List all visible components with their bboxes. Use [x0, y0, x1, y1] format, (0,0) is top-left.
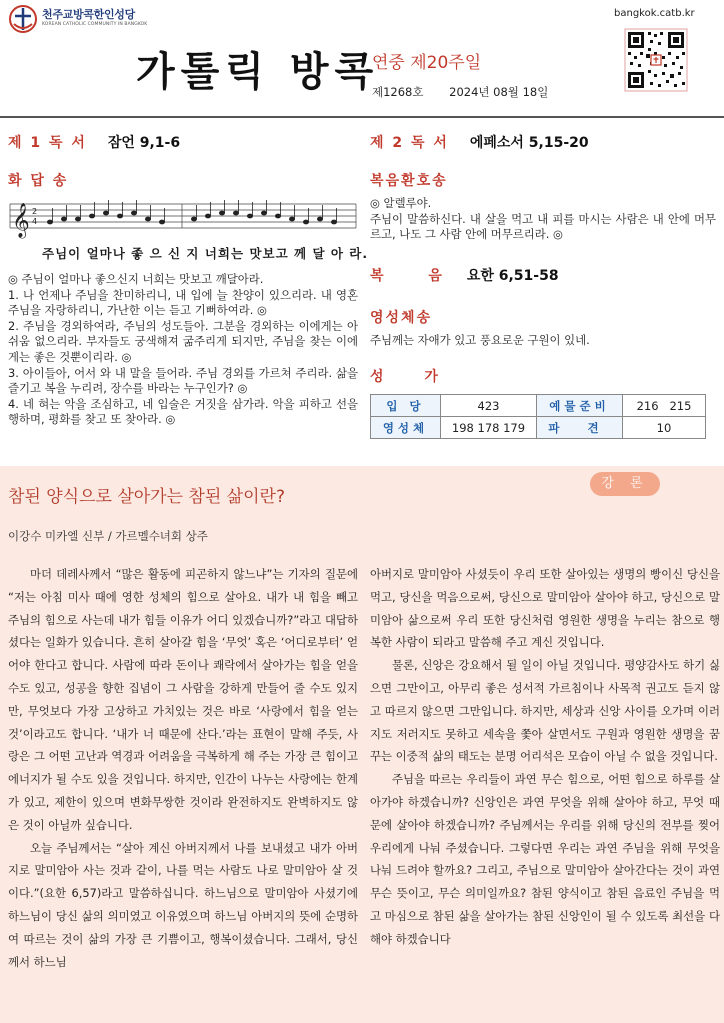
readings-left-column: [8, 128, 369, 428]
gospel-label: 복 음: [370, 267, 462, 284]
homily-paragraph: 물론, 신앙은 강요해서 될 일이 아닐 것입니다. 평양감사도 하기 싫으면 그만이고, 아무리 좋은 성서적 가르침이나 사목적 권고도 듣지 않고 따르지 않으면 그만입니다. 하지만, 세상과 신앙 사이를 오가며 이러지도 저러지도 못하고 세속을 쫓아 살면서도 구원과 영원한 생명을 꿈꾸는 이중적 삶의 태도는 분명 어리석은 모습이 아닐 수 없을 것입니다.: [370, 658, 720, 764]
hymn-heading: [370, 366, 716, 386]
table-row: [371, 417, 706, 439]
psalm-heading: 화 답 송: [8, 173, 69, 189]
issue-date: 2024년 08월 18일: [449, 85, 549, 99]
org-subtitle: KOREAN CATHOLIC COMMUNITY IN BANGKOK: [42, 22, 148, 27]
masthead: [0, 0, 724, 118]
hymn-entrance-label: 입 당: [371, 395, 441, 417]
parish-logo: [8, 4, 147, 34]
homily-paragraph: 주님을 따르는 우리들이 과연 무슨 힘으로, 어떤 힘으로 하루를 살아가야 하겠습니까? 신앙인은 과연 무엇을 위해 살아야 하고, 무엇 때문에 살아야 하겠습니까? 주님께서는 우리를 위해 당신의 전부를 찢어 우리에게 나눠 주셨습니다. 그렇다면 우리는 과연 주님을 위해 무엇을 나눠 드려야 할까요? 그리고, 주님으로 말미암아 살아간다는 것이 과연 무슨 뜻이고, 무슨 의미일까요? 참된 양식이고 참된 음료인 주님을 먹고 마심으로 참된 삶을 살아가는 참된 신앙인이 될 수 있도록 최선을 다해야 하겠습니다: [370, 772, 720, 946]
homily-left-column: [8, 563, 358, 973]
homily-author: 이강수 미카엘 신부 / 가르멜수녀회 상주: [8, 529, 208, 543]
gospel-ref: 요한 6,51-58: [466, 267, 559, 284]
header-divider: [0, 116, 724, 118]
gospel: [370, 265, 716, 289]
psalm-lyric: 주님이 얼마나 좋 으 신 지 너희는 맛보고 께 달 아 라.: [42, 246, 369, 261]
svg-text:2: 2: [32, 207, 38, 216]
first-reading: [8, 132, 358, 156]
communion-text: 주님께는 자애가 있고 풍요로운 구원이 있네.: [370, 332, 590, 347]
org-name: 천주교방콕한인성당: [42, 8, 135, 21]
communion-heading: 영성체송: [370, 309, 433, 326]
music-staff-icon: [8, 196, 358, 242]
issue-number: 제1268호: [372, 85, 424, 99]
alleluia-heading: 복음환호송: [370, 173, 448, 189]
psalm-text: ◎ 주님이 얼마나 좋으신지 너희는 맛보고 깨달아라. 1. 나 언제나 주님을 찬미하리니, 내 입에 늘 찬양이 있으리라. 내 영혼 주님을 자랑하리니, 가난한 이는 듣고 기뻐하여라. ◎ 2. 주님을 경외하여라, 주님의 성도들아. 그분을 경외하는 이에게는 아쉬움 없으리라. 부자들도 궁색해져 굶주리게 되지만, 주님을 찾는 이에게는 좋은 것뿐이리라. ◎ 3. 아이들아, 어서 와 내 말을 들어라. 주님 경외를 가르쳐 주리라. 삶을 즐기고 복을 누리려, 장수를 바라는 누구인가? ◎ 4. 네 혀는 악을 조심하고, 네 입술은 거짓을 삼가라. 악을 피하고 선을 행하며, 평화를 찾고 또 찾아라. ◎: [8, 272, 358, 427]
hymn-label: 성 가: [370, 369, 456, 386]
first-reading-label: 제 1 독 서: [8, 135, 87, 151]
table-row: [371, 395, 706, 417]
hymn-offertory-label: 예물준비: [537, 395, 623, 417]
second-reading-ref: 에페소서 5,15-20: [469, 135, 589, 151]
homily-title: 참된 양식으로 살아가는 참된 삶이란?: [8, 487, 285, 507]
hymn-entrance-value: 423: [441, 395, 537, 417]
homily-paragraph: 아버지로 말미암아 사셨듯이 우리 또한 살아있는 생명의 빵이신 당신을 먹고, 당신을 먹음으로써, 당신으로 말미암아 살아야 하고, 당신으로 말미암아 삶으로써 우리 또한 당신처럼 영원한 생명을 누리는 참으로 행복한 사람이 되라고 말씀해 주고 계신 것입니다.: [370, 567, 720, 650]
bulletin-title: 가톨릭 방콕: [136, 49, 380, 95]
alleluia-text: ◎ 알렐루야. 주님이 말씀하신다. 내 살을 먹고 내 피를 마시는 사람은 내 안에 머무르고, 나도 그 사람 안에 머무르리라. ◎: [370, 196, 716, 242]
second-reading: [370, 132, 716, 156]
qr-code-icon[interactable]: [624, 28, 688, 92]
homily-badge: 강 론: [590, 472, 660, 496]
issue-meta: [372, 84, 570, 100]
homily-section: [0, 466, 724, 1023]
hymn-table: [370, 394, 706, 439]
homily-right-column: [370, 563, 720, 951]
psalm-music-score: [8, 196, 369, 262]
svg-text:4: 4: [32, 217, 38, 226]
homily-paragraph: 오늘 주님께서는 “살아 계신 아버지께서 나를 보내셨고 내가 아버지로 말미암아 사는 것과 같이, 나를 먹는 사람도 나로 말미암아 살 것이다.”(요한 6,57)라고 말씀하십니다. 하느님으로 말미암아 사셨기에 하느님이 당신 삶의 의미였고 이유였으며 하느님 아버지의 뜻에 순명하여 따르는 것이 삶의 가장 큰 기쁨이고, 행복이셨습니다. 그래서, 당신께서 하느님: [8, 840, 358, 969]
homily-paragraph: 마더 데레사께서 “많은 활동에 피곤하지 않느냐”는 기자의 질문에 “저는 아침 미사 때에 영한 성체의 힘으로 살아요. 내가 내 힘을 빼고 주님의 힘으로 사는데 내가 힘들 이유가 어디 있겠습니까?”라고 대답하셨다는 일화가 있습니다. 흔히 살아갈 힘을 ‘무엇’ 혹은 ‘어디로부터’ 얻어야 한다고 합니다. 사람에 따라 돈이나 쾌락에서 살아가는 힘을 얻을 수도 있고, 성공을 향한 집념이 그 사람을 강하게 만들어 줄 수도 있지만, 무엇보다 가장 고상하고 가치있는 것은 바로 ‘사랑에서 힘을 얻는 것’이라고도 합니다. ‘내가 너 때문에 산다.’라는 표현이 말해 주듯, 사랑은 그 어떤 고난과 역경과 어려움을 극복하게 해 주는 가장 큰 힘이고 에너지가 될 수도 있을 것입니다. 하지만, 인간이 나누는 사랑에는 한계가 있고, 제한이 있으며 변화무쌍한 것이라 완전하지도 완벽하지도 않은 것이 아닐까 싶습니다.: [8, 567, 358, 832]
liturgical-week: 연중 제20주일: [372, 53, 482, 73]
hymn-offertory-value: 216 215: [623, 395, 706, 417]
hymn-communion-label: 영성체: [371, 417, 441, 439]
second-reading-label: 제 2 독 서: [370, 135, 449, 151]
readings-right-column: [370, 128, 716, 439]
svg-text:𝄞: 𝄞: [12, 203, 30, 238]
hymn-dismissal-value: 10: [623, 417, 706, 439]
hymn-communion-value: 198 178 179: [441, 417, 537, 439]
first-reading-ref: 잠언 9,1-6: [107, 135, 181, 151]
website-url[interactable]: bangkok.catb.kr: [614, 8, 695, 19]
parish-emblem-icon: [8, 4, 38, 34]
hymn-dismissal-label: 파 견: [537, 417, 623, 439]
